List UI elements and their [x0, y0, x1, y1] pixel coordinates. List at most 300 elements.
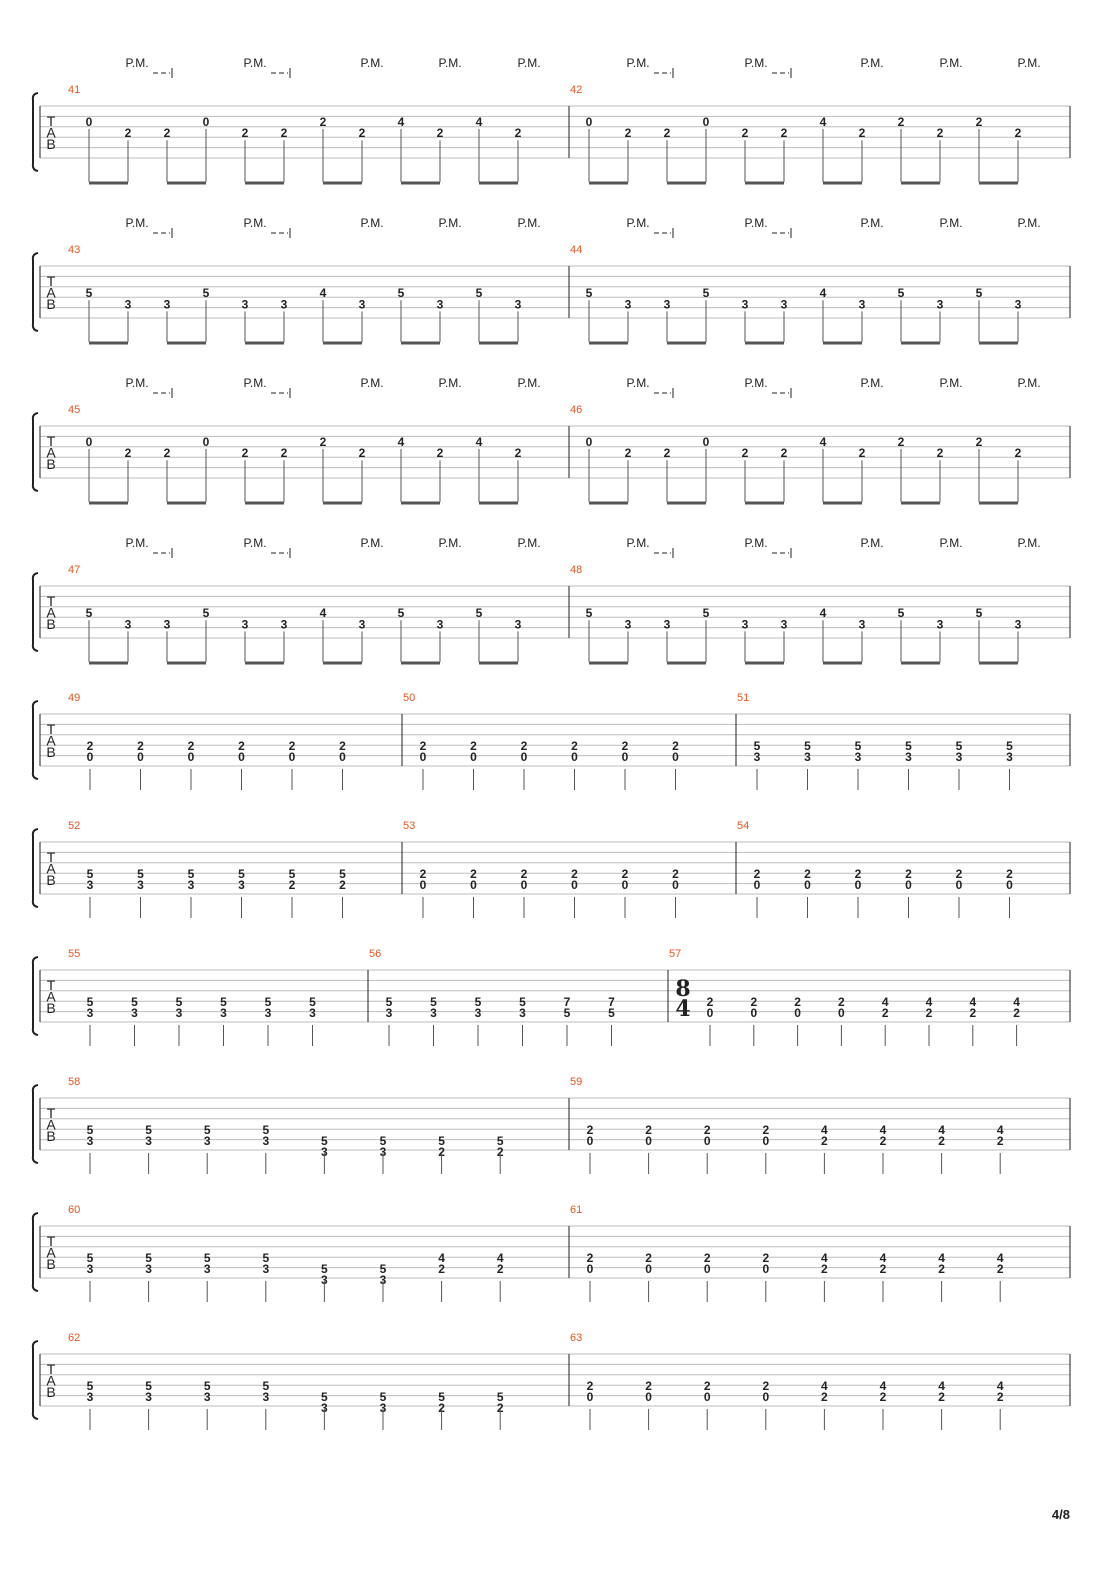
measure-number: 58: [68, 1076, 81, 1088]
fret-number: 5: [203, 1251, 211, 1265]
palm-mute-label: P.M.: [438, 56, 462, 70]
fret-number: 5: [187, 867, 195, 881]
fret-number: 3: [145, 1134, 152, 1148]
fret-number: 5: [905, 739, 912, 753]
palm-mute-label: P.M.: [626, 376, 650, 390]
fret-number: 4: [996, 1251, 1004, 1265]
fret-number: 5: [585, 606, 593, 621]
fret-number: 3: [624, 297, 632, 312]
fret-number: 0: [762, 1390, 770, 1404]
fret-number: 5: [145, 1379, 152, 1393]
fret-number: 0: [520, 878, 528, 892]
measure-number: 61: [570, 1204, 583, 1216]
fret-number: 0: [86, 750, 94, 764]
fret-number: 5: [955, 739, 963, 753]
fret-number: 3: [474, 1006, 482, 1020]
fret-number: 4: [996, 1123, 1004, 1137]
system-bracket: [33, 573, 38, 651]
fret-number: 2: [280, 446, 288, 461]
fret-number: 2: [419, 739, 427, 753]
fret-number: 0: [621, 878, 629, 892]
measure-number: 53: [403, 820, 416, 832]
fret-number: 2: [663, 446, 671, 461]
measure-number: 42: [570, 84, 583, 96]
fret-number: 2: [1014, 446, 1022, 461]
palm-mute-label: P.M.: [939, 536, 963, 550]
measure-number: 41: [68, 84, 81, 96]
system-bracket: [33, 1341, 38, 1419]
fret-number: 2: [996, 1262, 1004, 1276]
fret-number: 3: [936, 297, 944, 312]
tab-clef-letter: A: [46, 860, 56, 877]
fret-number: 3: [124, 617, 132, 632]
fret-number: 0: [905, 878, 912, 892]
fret-number: 2: [645, 1251, 652, 1265]
fret-number: 5: [585, 286, 593, 301]
fret-number: 4: [879, 1251, 887, 1265]
tab-clef-letter: A: [46, 604, 56, 621]
system-bracket: [33, 93, 38, 171]
fret-number: 0: [585, 115, 593, 129]
fret-number: 2: [645, 1123, 652, 1137]
fret-number: 4: [925, 995, 933, 1009]
system-bracket: [33, 1085, 38, 1163]
tab-clef-letter: A: [46, 1372, 56, 1389]
fret-number: 2: [514, 446, 522, 461]
fret-number: 5: [475, 286, 483, 301]
fret-number: 5: [309, 995, 316, 1009]
fret-number: 3: [385, 1006, 393, 1020]
fret-number: 5: [262, 1379, 270, 1393]
fret-number: 0: [750, 1006, 758, 1020]
palm-mute-label: P.M.: [360, 536, 384, 550]
palm-mute-label: P.M.: [438, 216, 462, 230]
measure-number: 49: [68, 692, 81, 704]
tab-clef-letter: A: [46, 732, 56, 749]
fret-number: 5: [86, 1251, 94, 1265]
palm-mute-label: P.M.: [1017, 376, 1041, 390]
fret-number: 5: [438, 1134, 445, 1148]
palm-mute-label: P.M.: [939, 376, 963, 390]
tab-clef-letter: B: [46, 1128, 56, 1144]
fret-number: 5: [203, 1379, 211, 1393]
fret-number: 2: [163, 446, 171, 461]
fret-number: 0: [571, 750, 578, 764]
fret-number: 5: [475, 606, 483, 621]
fret-number: 2: [938, 1390, 945, 1404]
fret-number: 2: [996, 1134, 1004, 1148]
fret-number: 5: [897, 606, 905, 621]
fret-number: 5: [563, 1006, 571, 1020]
fret-number: 3: [203, 1262, 211, 1276]
fret-number: 3: [131, 1006, 138, 1020]
fret-number: 4: [496, 1251, 504, 1265]
measure-number: 46: [570, 404, 583, 416]
tab-clef-letter: B: [46, 1000, 56, 1016]
fret-number: 2: [624, 446, 632, 461]
palm-mute-label: P.M.: [1017, 56, 1041, 70]
fret-number: 0: [419, 878, 427, 892]
palm-mute-label: P.M.: [1017, 536, 1041, 550]
fret-number: 5: [339, 867, 346, 881]
fret-number: 5: [897, 286, 905, 301]
tab-clef-letter: A: [46, 124, 56, 141]
fret-number: 2: [470, 867, 477, 881]
fret-number: 3: [86, 878, 94, 892]
palm-mute-label: P.M.: [125, 536, 149, 550]
fret-number: 5: [496, 1390, 504, 1404]
fret-number: 0: [645, 1390, 652, 1404]
fret-number: 3: [163, 617, 171, 632]
fret-number: 0: [137, 750, 144, 764]
fret-number: 3: [86, 1390, 94, 1404]
fret-number: 0: [762, 1262, 770, 1276]
fret-number: 2: [645, 1379, 652, 1393]
measure-number: 52: [68, 820, 81, 832]
fret-number: 0: [85, 115, 93, 129]
fret-number: 2: [794, 995, 801, 1009]
palm-mute-label: P.M.: [860, 56, 884, 70]
palm-mute-label: P.M.: [744, 376, 768, 390]
fret-number: 4: [819, 435, 827, 449]
fret-number: 0: [586, 1134, 594, 1148]
fret-number: 3: [741, 297, 749, 312]
fret-number: 2: [621, 867, 629, 881]
fret-number: 5: [202, 606, 210, 621]
fret-number: 4: [881, 995, 889, 1009]
fret-number: 2: [936, 126, 944, 141]
fret-number: 2: [821, 1262, 828, 1276]
fret-number: 2: [496, 1262, 504, 1276]
palm-mute-label: P.M.: [243, 536, 267, 550]
fret-number: 3: [624, 617, 632, 632]
fret-number: 4: [475, 435, 483, 449]
fret-number: 3: [86, 1134, 94, 1148]
fret-number: 4: [996, 1379, 1004, 1393]
fret-number: 2: [804, 867, 811, 881]
fret-number: 0: [202, 115, 210, 129]
fret-number: 2: [741, 126, 749, 141]
fret-number: 3: [86, 1006, 94, 1020]
fret-number: 3: [203, 1390, 211, 1404]
fret-number: 4: [475, 115, 483, 129]
fret-number: 5: [702, 286, 710, 301]
system-bracket: [33, 413, 38, 491]
fret-number: 0: [621, 750, 629, 764]
fret-number: 0: [586, 1390, 594, 1404]
fret-number: 2: [624, 126, 632, 141]
time-signature-denominator: 4: [675, 996, 691, 1022]
fret-number: 2: [163, 126, 171, 141]
fret-number: 2: [339, 878, 346, 892]
fret-number: 5: [474, 995, 482, 1009]
fret-number: 5: [145, 1251, 152, 1265]
palm-mute-label: P.M.: [744, 216, 768, 230]
fret-number: 5: [262, 1251, 270, 1265]
fret-number: 2: [821, 1390, 828, 1404]
fret-number: 0: [753, 878, 761, 892]
fret-number: 0: [645, 1134, 652, 1148]
fret-number: 4: [819, 286, 827, 301]
fret-number: 3: [241, 617, 249, 632]
fret-number: 5: [385, 995, 393, 1009]
fret-number: 5: [85, 286, 93, 301]
fret-number: 0: [238, 750, 245, 764]
measure-number: 62: [68, 1332, 81, 1344]
palm-mute-label: P.M.: [438, 536, 462, 550]
fret-number: 3: [753, 750, 761, 764]
fret-number: 2: [288, 739, 296, 753]
fret-number: 2: [124, 126, 132, 141]
fret-number: 2: [470, 739, 477, 753]
fret-number: 3: [663, 617, 671, 632]
palm-mute-label: P.M.: [860, 376, 884, 390]
fret-number: 2: [241, 446, 249, 461]
tab-clef-letter: T: [46, 113, 56, 129]
palm-mute-label: P.M.: [939, 56, 963, 70]
fret-number: 4: [819, 115, 827, 129]
fret-number: 5: [238, 867, 245, 881]
palm-mute-label: P.M.: [744, 536, 768, 550]
fret-number: 3: [1014, 297, 1022, 312]
palm-mute-label: P.M.: [360, 56, 384, 70]
fret-number: 5: [202, 286, 210, 301]
tab-clef-letter: A: [46, 444, 56, 461]
measure-number: 55: [68, 948, 81, 960]
fret-number: 2: [996, 1390, 1004, 1404]
palm-mute-label: P.M.: [860, 536, 884, 550]
tab-clef-letter: B: [46, 456, 56, 472]
fret-number: 0: [339, 750, 346, 764]
fret-number: 2: [762, 1379, 770, 1393]
measure-number: 50: [403, 692, 416, 704]
fret-number: 2: [137, 739, 144, 753]
fret-number: 5: [975, 286, 983, 301]
fret-number: 5: [321, 1262, 328, 1276]
fret-number: 4: [938, 1123, 945, 1137]
fret-number: 5: [86, 1379, 94, 1393]
fret-number: 2: [520, 867, 528, 881]
fret-number: 3: [1006, 750, 1013, 764]
fret-number: 0: [762, 1134, 770, 1148]
fret-number: 0: [794, 1006, 801, 1020]
fret-number: 2: [438, 1145, 445, 1159]
fret-number: 0: [470, 750, 477, 764]
fret-number: 2: [936, 446, 944, 461]
fret-number: 2: [586, 1379, 594, 1393]
fret-number: 7: [608, 995, 615, 1009]
palm-mute-label: P.M.: [1017, 216, 1041, 230]
tab-clef-letter: B: [46, 616, 56, 632]
fret-number: 3: [379, 1273, 387, 1287]
fret-number: 2: [86, 739, 94, 753]
fret-number: 3: [175, 1006, 183, 1020]
fret-number: 2: [780, 126, 788, 141]
fret-number: 0: [804, 878, 811, 892]
tab-clef-letter: T: [46, 433, 56, 449]
fret-number: 0: [703, 1134, 711, 1148]
palm-mute-label: P.M.: [517, 376, 541, 390]
fret-number: 5: [379, 1262, 387, 1276]
fret-number: 2: [925, 1006, 933, 1020]
tab-clef-letter: A: [46, 988, 56, 1005]
fret-number: 2: [955, 867, 963, 881]
fret-number: 2: [187, 739, 195, 753]
fret-number: 3: [514, 297, 522, 312]
fret-number: 5: [321, 1390, 328, 1404]
tab-clef-letter: A: [46, 1116, 56, 1133]
fret-number: 2: [241, 126, 249, 141]
fret-number: 2: [621, 739, 629, 753]
fret-number: 5: [86, 867, 94, 881]
fret-number: 2: [438, 1401, 445, 1415]
system-bracket: [33, 829, 38, 907]
fret-number: 5: [137, 867, 144, 881]
fret-number: 2: [124, 446, 132, 461]
fret-number: 3: [436, 617, 444, 632]
fret-number: 2: [750, 995, 758, 1009]
measure-number: 56: [369, 948, 382, 960]
fret-number: 3: [280, 617, 288, 632]
palm-mute-label: P.M.: [243, 376, 267, 390]
palm-mute-label: P.M.: [626, 56, 650, 70]
fret-number: 0: [702, 115, 710, 129]
fret-number: 2: [663, 126, 671, 141]
fret-number: 2: [897, 115, 905, 129]
fret-number: 2: [436, 446, 444, 461]
tab-clef-letter: T: [46, 721, 56, 737]
fret-number: 4: [879, 1123, 887, 1137]
fret-number: 2: [762, 1251, 770, 1265]
fret-number: 5: [702, 606, 710, 621]
palm-mute-label: P.M.: [125, 376, 149, 390]
fret-number: 7: [563, 995, 571, 1009]
palm-mute-label: P.M.: [438, 376, 462, 390]
fret-number: 2: [496, 1145, 504, 1159]
fret-number: 2: [586, 1123, 594, 1137]
fret-number: 2: [975, 115, 983, 129]
fret-number: 2: [238, 739, 245, 753]
fret-number: 5: [753, 739, 761, 753]
fret-number: 0: [672, 878, 679, 892]
fret-number: 0: [470, 878, 477, 892]
measure-number: 44: [570, 244, 583, 256]
fret-number: 0: [703, 1262, 711, 1276]
fret-number: 5: [264, 995, 272, 1009]
fret-number: 0: [571, 878, 578, 892]
fret-number: 2: [879, 1134, 887, 1148]
fret-number: 3: [262, 1262, 270, 1276]
fret-number: 3: [280, 297, 288, 312]
fret-number: 3: [780, 297, 788, 312]
fret-number: 5: [85, 606, 93, 621]
fret-number: 3: [936, 617, 944, 632]
palm-mute-label: P.M.: [243, 56, 267, 70]
fret-number: 5: [131, 995, 138, 1009]
fret-number: 5: [220, 995, 227, 1009]
fret-number: 0: [202, 435, 210, 449]
tab-clef-letter: B: [46, 296, 56, 312]
fret-number: 4: [938, 1251, 945, 1265]
fret-number: 2: [762, 1123, 770, 1137]
fret-number: 5: [804, 739, 811, 753]
fret-number: 4: [821, 1379, 828, 1393]
measure-number: 45: [68, 404, 81, 416]
fret-number: 5: [397, 286, 405, 301]
fret-number: 2: [571, 739, 578, 753]
fret-number: 3: [514, 617, 522, 632]
measure-number: 60: [68, 1204, 81, 1216]
fret-number: 4: [319, 286, 327, 301]
fret-number: 2: [975, 435, 983, 449]
fret-number: 0: [672, 750, 679, 764]
fret-number: 3: [858, 617, 866, 632]
fret-number: 4: [821, 1123, 828, 1137]
fret-number: 3: [220, 1006, 227, 1020]
fret-number: 3: [663, 297, 671, 312]
fret-number: 2: [514, 126, 522, 141]
measure-number: 57: [669, 948, 682, 960]
fret-number: 3: [955, 750, 963, 764]
fret-number: 3: [358, 297, 366, 312]
fret-number: 0: [703, 1390, 711, 1404]
fret-number: 2: [1006, 867, 1013, 881]
fret-number: 5: [86, 995, 94, 1009]
tab-clef-letter: B: [46, 1384, 56, 1400]
palm-mute-label: P.M.: [626, 536, 650, 550]
palm-mute-label: P.M.: [860, 216, 884, 230]
tab-clef-letter: T: [46, 273, 56, 289]
fret-number: 2: [905, 867, 912, 881]
fret-number: 5: [262, 1123, 270, 1137]
fret-number: 3: [379, 1145, 387, 1159]
fret-number: 0: [706, 1006, 714, 1020]
fret-number: 0: [645, 1262, 652, 1276]
fret-number: 2: [879, 1390, 887, 1404]
palm-mute-label: P.M.: [360, 376, 384, 390]
fret-number: 0: [520, 750, 528, 764]
fret-number: 2: [854, 867, 862, 881]
fret-number: 2: [358, 126, 366, 141]
tab-clef-letter: B: [46, 872, 56, 888]
fret-number: 2: [741, 446, 749, 461]
fret-number: 2: [703, 1251, 711, 1265]
palm-mute-label: P.M.: [939, 216, 963, 230]
tab-clef-letter: B: [46, 744, 56, 760]
fret-number: 2: [753, 867, 761, 881]
tab-clef-letter: T: [46, 1233, 56, 1249]
system-bracket: [33, 253, 38, 331]
fret-number: 3: [238, 878, 245, 892]
fret-number: 0: [838, 1006, 845, 1020]
fret-number: 3: [1014, 617, 1022, 632]
system-bracket: [33, 957, 38, 1035]
fret-number: 3: [86, 1262, 94, 1276]
tab-clef-letter: T: [46, 849, 56, 865]
fret-number: 4: [438, 1251, 445, 1265]
palm-mute-label: P.M.: [517, 536, 541, 550]
tab-clef-letter: A: [46, 1244, 56, 1261]
fret-number: 2: [821, 1134, 828, 1148]
fret-number: 0: [585, 435, 593, 449]
fret-number: 3: [804, 750, 811, 764]
tab-clef-letter: B: [46, 136, 56, 152]
fret-number: 5: [854, 739, 862, 753]
fret-number: 3: [321, 1273, 328, 1287]
fret-number: 2: [938, 1262, 945, 1276]
fret-number: 3: [358, 617, 366, 632]
fret-number: 3: [905, 750, 912, 764]
